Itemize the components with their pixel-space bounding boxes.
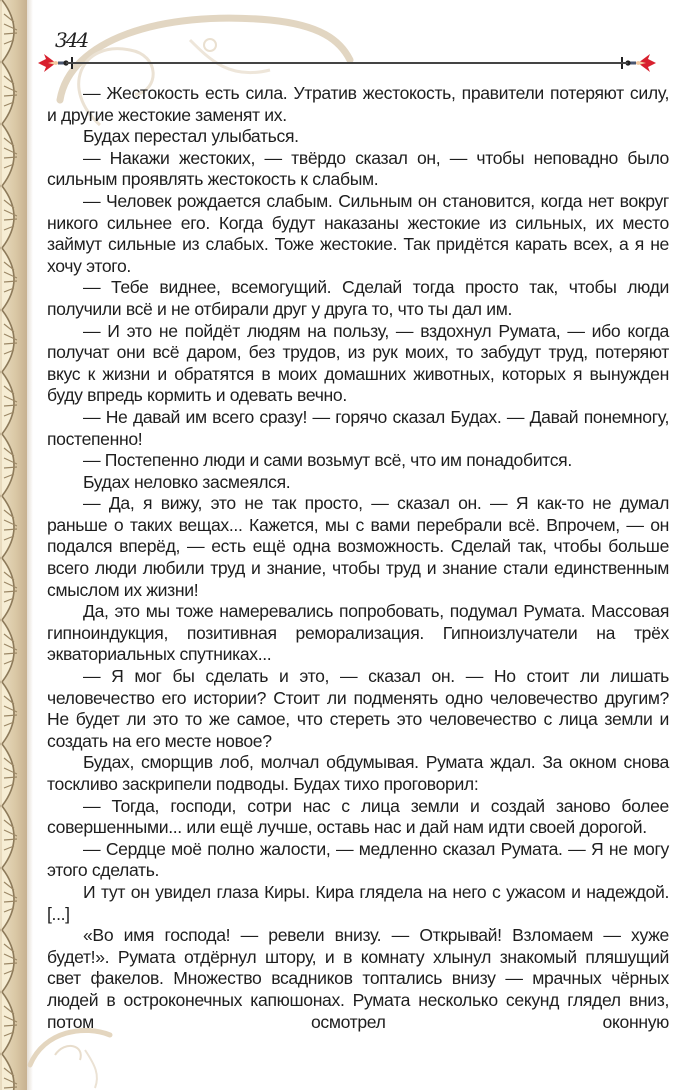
tulip-ornament-left-icon — [36, 53, 84, 73]
paragraph: Будах, сморщив лоб, молчал обдумывая. Румата ждал. За окном снова тоскливо заскрипели подводы. Будах тихо проговорил: — [47, 752, 669, 794]
paragraph: — Тебе виднее, всемогущий. Сделай тогда просто так, чтобы люди получили всё и не отбирали друг у друга то, что ты дал им. — [47, 277, 669, 319]
decorative-left-border — [0, 0, 27, 1090]
paragraph: — Человек рождается слабым. Сильным он становится, когда нет вокруг никого сильнее его. Когда будут наказаны жестокие из сильных, их место займут сильные из слабых. Тоже жестокие. Так придётся карать всех, а я не хочу этого. — [47, 190, 669, 276]
paragraph: — Я мог бы сделать и это, — сказал он. — Но стоит ли лишать человечество его истории? Стоит ли подменять одно человечество другим? Не будет ли это то же самое, что стереть это человечество с лица земли и создать на его месте новое? — [47, 666, 669, 751]
tulip-ornament-right-icon — [610, 53, 658, 73]
paragraph: — Жестокость есть сила. Утратив жестокость, правители потеряют силу, и другие жестокие заменят их. — [47, 83, 669, 125]
paragraph: — Сердце моё полно жалости, — медленно сказал Румата. — Я не могу этого сделать. — [47, 838, 669, 881]
border-shadow — [27, 0, 33, 1090]
paragraph: Будах перестал улыбаться. — [83, 126, 299, 147]
page-body-text — [47, 83, 669, 1033]
paragraph: — Накажи жестоких, — твёрдо сказал он, — чтобы неповадно было сильным проявлять жестокость к слабым. — [47, 147, 669, 190]
paragraph: — И это не пойдёт людям на пользу, — вздохнул Румата, — ибо когда получат они всё даром, без трудов, из рук моих, то забудут труд, потеряют вкус к жизни и обратятся в моих домашних животных, которых я вынужден буду впредь кормить и одевать вечно. — [47, 320, 669, 406]
paragraph: — Постепенно люди и сами возьмут всё, что им понадобится. — [83, 450, 572, 471]
paragraph: — Тогда, господи, сотри нас с лица земли и создай заново более совершенными... или ещё лучше, оставь нас и дай нам идти своей дорогой. — [47, 795, 669, 838]
page-number: 344 — [55, 28, 88, 52]
paragraph: И тут он увидел глаза Киры. Кира глядела на него с ужасом и надеждой. [...] — [47, 881, 669, 924]
paragraph: — Не давай им всего сразу! — горячо сказал Будах. — Давай понемногу, постепенно! — [47, 406, 669, 449]
paragraph: — Да, я вижу, это не так просто, — сказал он. — Я как-то не думал раньше о таких вещах... Кажется, мы с вами перебрали всё. Впрочем, — он подался вперёд, — есть ещё одна возможность. Сделай так, чтобы больше всего люди любили труд и знание, чтобы труд и знание стали единственным смыслом их жизни! — [47, 493, 669, 600]
paragraph: «Во имя господа! — ревели внизу. — Открывай! Взломаем — хуже будет!». Румата отдёрнул штору, и в комнату хлынул знакомый пляшущий свет факелов. Множество всадников топтались внизу — мрачных чёрных людей в остроконечных капюшонах. Румата несколько секунд глядел вниз, потом осмотрел оконную — [47, 925, 669, 1032]
paragraph: Будах неловко засмеялся. — [83, 471, 291, 492]
paragraph: Да, это мы тоже намеревались попробовать, подумал Румата. Массовая гипноиндукция, позитивная реморализация. Гипноизлучатели на трёх экваториальных спутниках... — [47, 601, 669, 665]
header-rule — [75, 62, 615, 64]
